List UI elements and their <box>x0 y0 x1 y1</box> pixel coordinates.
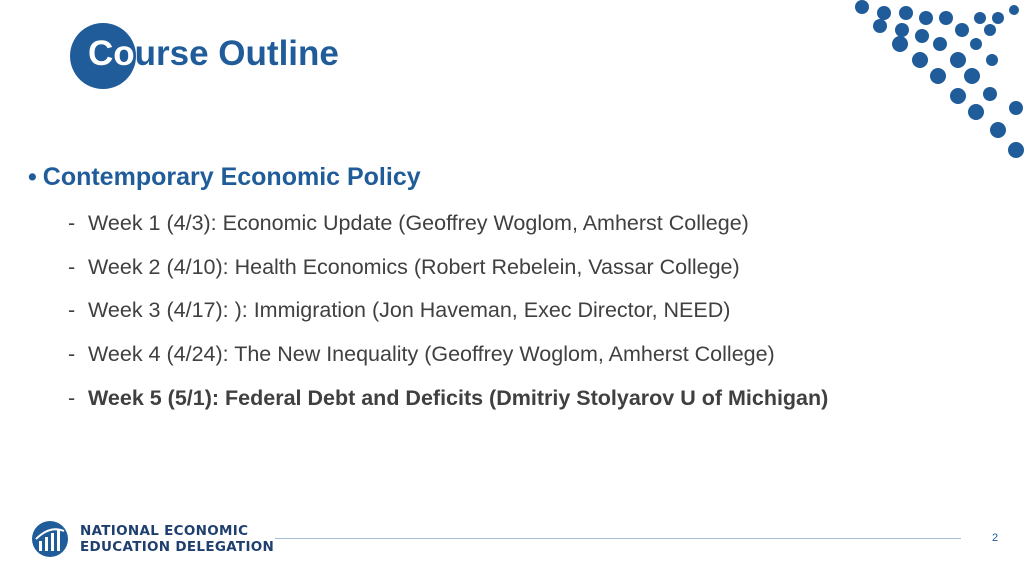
title-circle-text: Co <box>88 34 135 73</box>
list-dash: - <box>68 255 76 279</box>
list-item <box>68 211 749 236</box>
logo-line-2: EDUCATION DELEGATION <box>80 539 275 555</box>
page-title <box>88 32 339 76</box>
decorative-dot-pattern <box>840 0 1024 170</box>
footer-divider <box>275 538 961 539</box>
list-dash: - <box>68 386 76 410</box>
section-heading-text: Contemporary Economic Policy <box>42 163 421 191</box>
list-item-highlighted <box>68 386 828 411</box>
title-text: urse Outline <box>134 34 339 73</box>
bullet-marker: • <box>28 163 37 191</box>
list-dash: - <box>68 211 76 235</box>
list-item-text: Week 2 (4/10): Health Economics (Robert Rebelein, Vassar College) <box>88 255 740 279</box>
logo-wordmark <box>80 523 274 555</box>
list-item <box>68 342 775 367</box>
section-heading <box>28 163 421 192</box>
list-item <box>68 255 740 280</box>
list-item-text: Week 1 (4/3): Economic Update (Geoffrey Woglom, Amherst College) <box>88 211 749 235</box>
list-dash: - <box>68 342 76 366</box>
list-item-text: Week 4 (4/24): The New Inequality (Geoffrey Woglom, Amherst College) <box>88 342 775 366</box>
list-item <box>68 298 730 323</box>
list-item-text: Week 3 (4/17): ): Immigration (Jon Haveman, Exec Director, NEED) <box>88 298 731 322</box>
list-item-text: Week 5 (5/1): Federal Debt and Deficits (Dmitriy Stolyarov U of Michigan) <box>88 386 829 410</box>
page-number: 2 <box>992 532 999 544</box>
logo-line-1: NATIONAL ECONOMIC <box>80 523 249 539</box>
list-dash: - <box>68 298 76 322</box>
need-logo-icon <box>30 519 70 559</box>
